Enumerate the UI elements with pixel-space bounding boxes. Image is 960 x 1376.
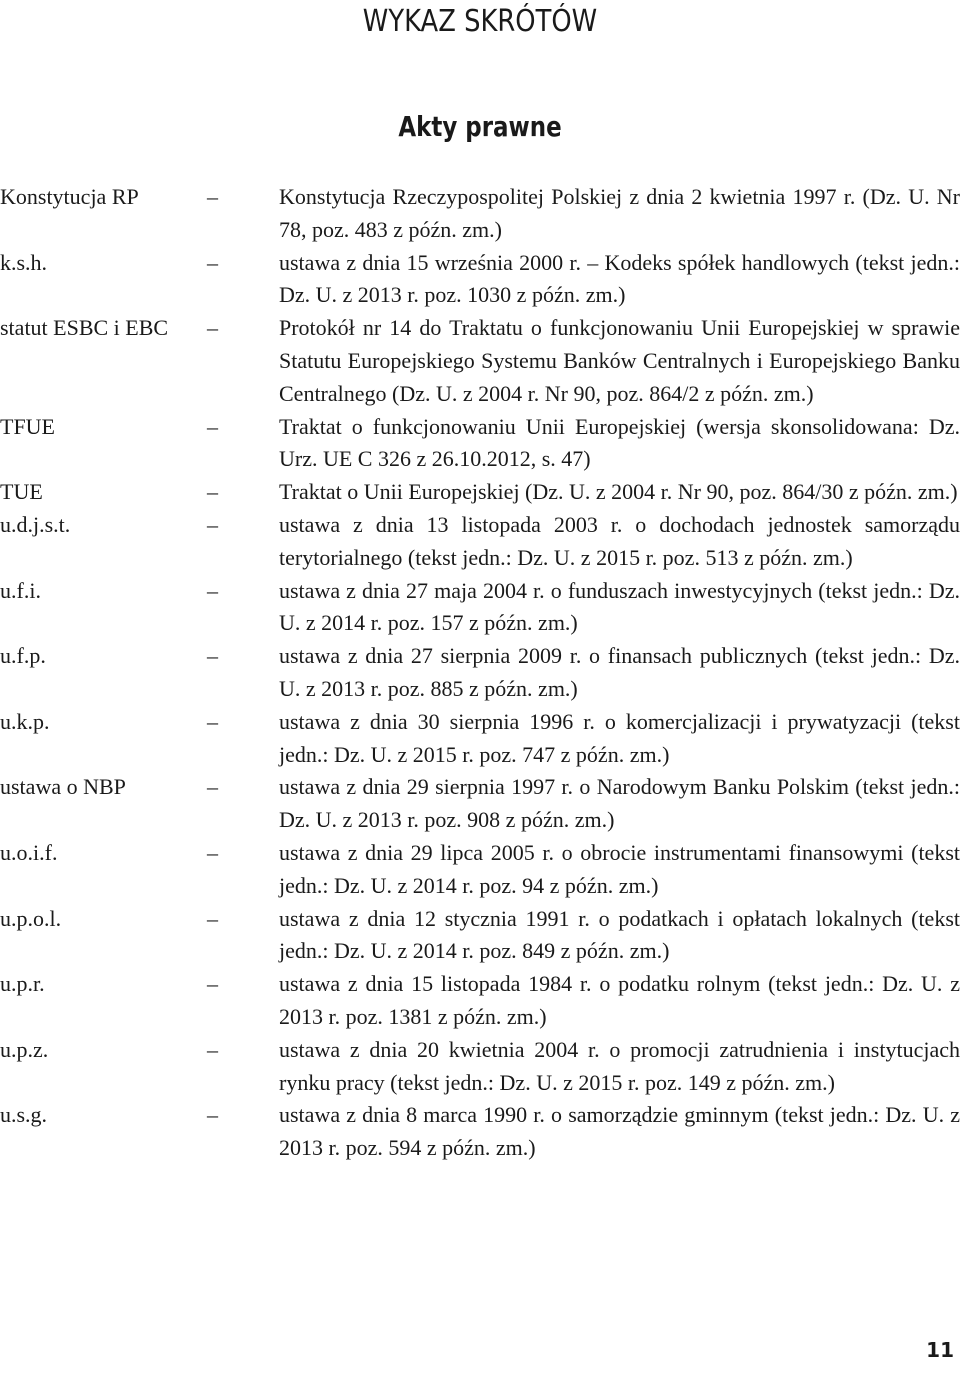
abbreviation-list <box>0 181 960 1165</box>
abbreviation-entry <box>0 903 960 969</box>
abbreviation-entry <box>0 181 960 247</box>
abbreviation-definition: Protokół nr 14 do Traktatu o funkcjonowaniu Unii Europejskiej w sprawie Statutu Europejskiego Systemu Banków Centralnych i Europejskiego Banku Centralnego (Dz. U. z 2004 r. Nr 90, poz. 864/2 z późn. zm.) <box>279 315 960 406</box>
page-number: 11 <box>926 1338 954 1362</box>
abbreviation-definition: Konstytucja Rzeczypospolitej Polskiej z dnia 2 kwietnia 1997 r. (Dz. U. Nr 78, poz. 483 z późn. zm.) <box>279 184 960 242</box>
abbreviation-entry <box>0 1099 960 1165</box>
abbreviation-definition: ustawa z dnia 13 listopada 2003 r. o dochodach jednostek samorządu terytorialnego (tekst jedn.: Dz. U. z 2015 r. poz. 513 z późn. zm.) <box>279 511 960 570</box>
abbreviation-entry <box>0 968 960 1034</box>
entry-dash: – <box>207 1036 218 1062</box>
page-title: WYKAZ SKRÓTÓW <box>362 4 598 39</box>
abbreviation-term: u.o.i.f. <box>0 839 58 865</box>
abbreviation-entry <box>0 575 960 641</box>
abbreviation-entry <box>0 476 960 509</box>
abbreviation-entry <box>0 706 960 772</box>
abbreviation-definition: ustawa z dnia 15 listopada 1984 r. o podatku rolnym (tekst jedn.: Dz. U. z 2013 r. poz. 1381 z późn. zm.) <box>279 971 960 1029</box>
abbreviation-definition: ustawa z dnia 27 maja 2004 r. o funduszach inwestycyjnych (tekst jedn.: Dz. U. z 2014 r. poz. 157 z późn. zm.) <box>279 577 960 636</box>
entry-dash: – <box>207 315 218 341</box>
abbreviation-definition: Traktat o funkcjonowaniu Unii Europejskiej (wersja skonsolidowana: Dz. Urz. UE C 326 z 26.10.2012, s. 47) <box>279 413 960 472</box>
abbreviation-term: Konstytucja RP <box>0 184 139 209</box>
abbreviation-entry <box>0 640 960 706</box>
abbreviation-term: u.k.p. <box>0 708 50 734</box>
abbreviation-definition: ustawa z dnia 27 sierpnia 2009 r. o finansach publicznych (tekst jedn.: Dz. U. z 2013 r. poz. 885 z późn. zm.) <box>279 643 960 701</box>
abbreviation-term: u.p.o.l. <box>0 905 62 931</box>
entry-dash: – <box>207 643 218 669</box>
abbreviation-term: u.d.j.s.t. <box>0 511 71 537</box>
abbreviation-definition: ustawa z dnia 12 stycznia 1991 r. o podatkach i opłatach lokalnych (tekst jedn.: Dz. U. z 2014 r. poz. 849 z późn. zm.) <box>279 905 960 964</box>
abbreviation-entry <box>0 509 960 575</box>
abbreviation-definition: ustawa z dnia 29 sierpnia 1997 r. o Narodowym Banku Polskim (tekst jedn.: Dz. U. z 2013 r. poz. 908 z późn. zm.) <box>279 774 960 833</box>
entry-dash: – <box>207 413 218 439</box>
abbreviation-entry <box>0 312 960 410</box>
abbreviation-term: u.s.g. <box>0 1102 48 1128</box>
abbreviation-entry <box>0 247 960 313</box>
entry-dash: – <box>207 774 218 800</box>
entry-dash: – <box>207 839 218 865</box>
abbreviation-term: u.p.z. <box>0 1036 49 1062</box>
abbreviation-entry <box>0 771 960 837</box>
abbreviation-entry <box>0 1034 960 1100</box>
entry-dash: – <box>207 971 218 997</box>
entry-dash: – <box>207 905 218 931</box>
abbreviation-term: u.f.i. <box>0 577 41 603</box>
entry-dash: – <box>207 479 218 505</box>
abbreviation-term: u.f.p. <box>0 643 46 669</box>
abbreviation-definition: Traktat o Unii Europejskiej (Dz. U. z 2004 r. Nr 90, poz. 864/30 z późn. zm.) <box>279 479 958 505</box>
entry-dash: – <box>207 577 218 603</box>
abbreviation-definition: ustawa z dnia 15 września 2000 r. – Kodeks spółek handlowych (tekst jedn.: Dz. U. z 2013 r. poz. 1030 z późn. zm.) <box>279 249 960 308</box>
section-title: Akty prawne <box>398 110 562 143</box>
abbreviation-term: u.p.r. <box>0 971 45 997</box>
entry-dash: – <box>207 1102 218 1128</box>
entry-dash: – <box>207 511 218 537</box>
abbreviation-term: TFUE <box>0 413 55 439</box>
abbreviation-definition: ustawa z dnia 8 marca 1990 r. o samorządzie gminnym (tekst jedn.: Dz. U. z 2013 r. poz. 594 z późn. zm.) <box>279 1102 960 1161</box>
abbreviation-term: TUE <box>0 479 43 505</box>
abbreviation-term: statut ESBC i EBC <box>0 315 169 341</box>
abbreviation-definition: ustawa z dnia 29 lipca 2005 r. o obrocie instrumentami finansowymi (tekst jedn.: Dz. U. z 2014 r. poz. 94 z późn. zm.) <box>279 839 960 898</box>
entry-dash: – <box>207 184 218 209</box>
abbreviation-term: k.s.h. <box>0 249 48 275</box>
abbreviation-term: ustawa o NBP <box>0 774 126 800</box>
abbreviation-definition: ustawa z dnia 20 kwietnia 2004 r. o promocji zatrudnienia i instytucjach rynku pracy (tekst jedn.: Dz. U. z 2015 r. poz. 149 z późn. zm.) <box>279 1036 960 1095</box>
abbreviation-entry <box>0 837 960 903</box>
entry-dash: – <box>207 708 218 734</box>
abbreviation-definition: ustawa z dnia 30 sierpnia 1996 r. o komercjalizacji i prywatyzacji (tekst jedn.: Dz. U. z 2015 r. poz. 747 z późn. zm.) <box>279 708 960 767</box>
abbreviation-entry <box>0 411 960 477</box>
entry-dash: – <box>207 249 218 275</box>
